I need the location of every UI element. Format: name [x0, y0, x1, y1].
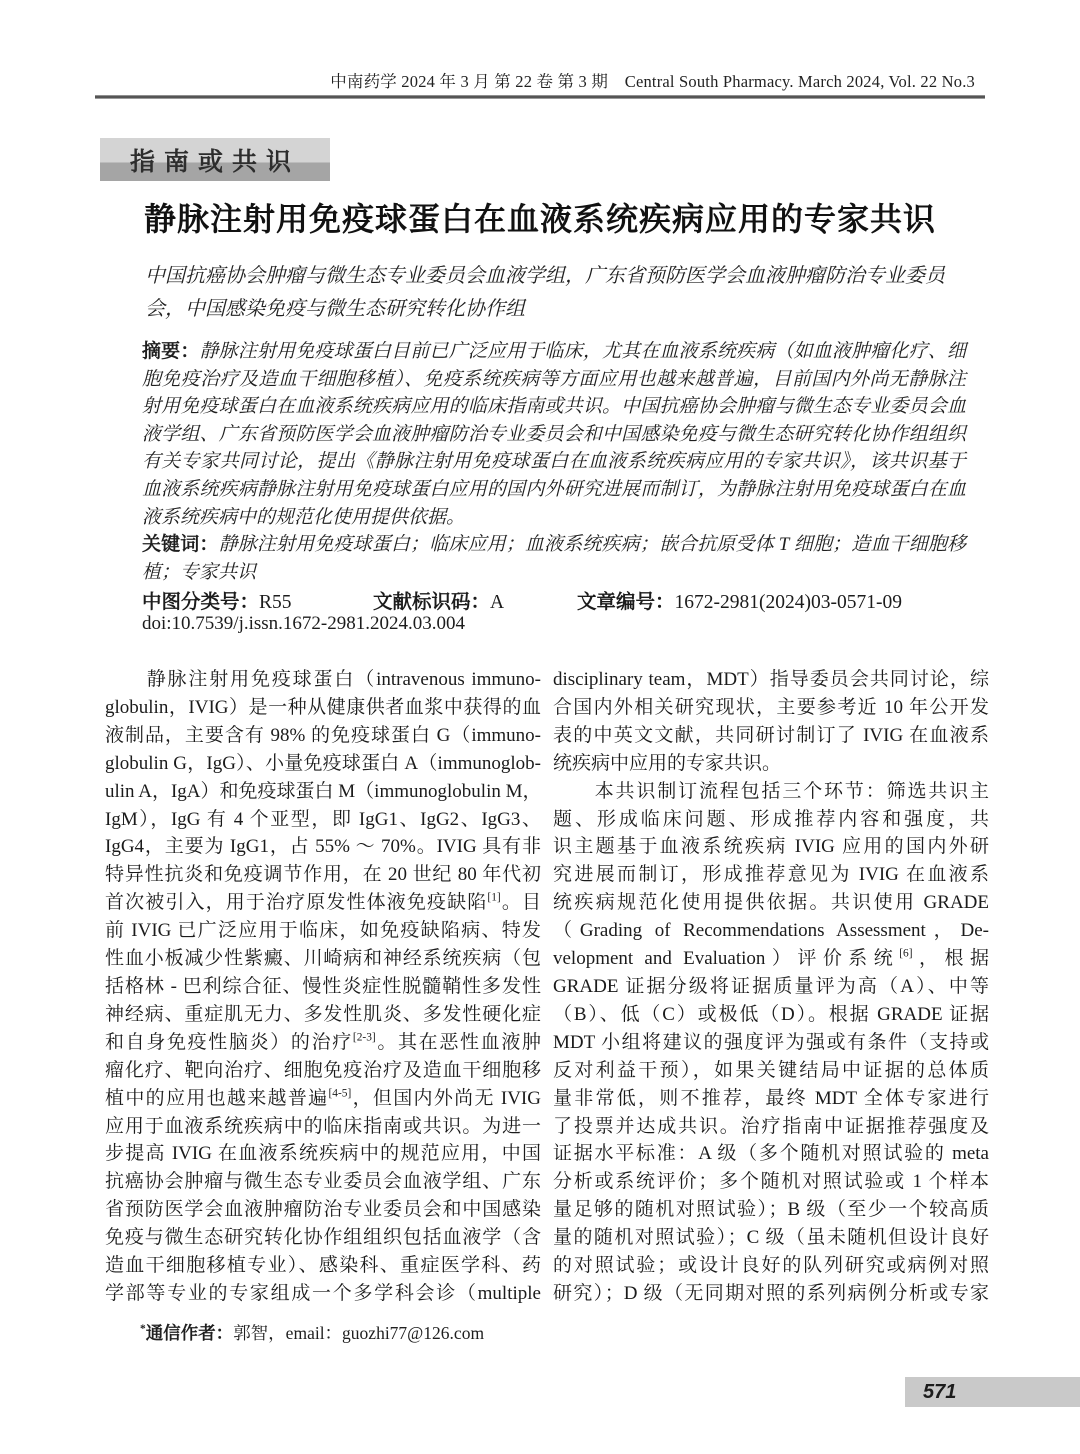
- paragraph: [553, 666, 989, 778]
- text-line: 括格林 - 巴利综合征、慢性炎症性脱髓鞘性多发性: [105, 975, 541, 997]
- footnote-marker: *: [140, 1323, 146, 1336]
- keywords-text: 静脉注射用免疫球蛋白；临床应用；血液系统疾病；嵌合抗原受体 T 细胞；造血干细胞移植；专家共识: [142, 534, 966, 583]
- article-title: 静脉注射用免疫球蛋白在血液系统疾病应用的专家共识: [143, 201, 936, 237]
- text-line: MDT 小组将建议的强度评为强或有条件（支持或: [553, 1031, 989, 1053]
- text-line: 神经病、重症肌无力、多发性肌炎、多发性硬化症: [105, 1003, 541, 1025]
- text-line: 液制品，主要含有 98% 的免疫球蛋白 G（immuno-: [105, 724, 541, 746]
- text-line: 步提高 IVIG 在血液系统疾病中的规范应用，中国: [105, 1143, 541, 1165]
- text-line: 的对照试验；或设计良好的队列研究或病例对照: [553, 1255, 989, 1277]
- footnote-text: 郭智，email：guozhi77@126.com: [233, 1323, 485, 1343]
- text-line: 究进展而制订，形成推荐意见为 IVIG 在血液系: [553, 864, 989, 886]
- text-line: IgG4，主要为 IgG1，占 55% ～ 70%。IVIG 具有非: [105, 836, 541, 858]
- text-line: 抗癌协会肿瘤与微生态专业委员会血液学组、广东: [105, 1171, 541, 1193]
- text-line: ulin A，IgA）和免疫球蛋白 M（immunoglobulin M，: [105, 780, 542, 802]
- article-id-pair: [577, 586, 902, 614]
- doc-code-pair: [373, 586, 504, 614]
- doi: doi:10.7539/j.issn.1672-2981.2024.03.004: [142, 613, 466, 634]
- clc-pair: [142, 586, 292, 614]
- body-column-left: [105, 666, 541, 1308]
- text-line: 免疫与微生态研究转化协作组组织包括血液学（含: [105, 1227, 541, 1249]
- text-line: 瘤化疗、靶向治疗、细胞免疫治疗及造血干细胞移: [105, 1059, 541, 1081]
- classification-line: [142, 586, 966, 612]
- text-line: 应用于血液系统疾病中的临床指南或共识。为进一: [105, 1115, 541, 1137]
- text-line: 前 IVIG 已广泛应用于临床，如免疫缺陷病、特发: [105, 920, 541, 942]
- text-line: 证据水平标准：A 级（多个随机对照试验的 meta: [553, 1143, 989, 1165]
- text-line: globulin G，IgG）、小量免疫球蛋白 A（immunoglob-: [105, 752, 541, 774]
- abstract-text: 静脉注射用免疫球蛋白目前已广泛应用于临床，尤其在血液系统疾病（如血液肿瘤化疗、细胞免疫治疗及造血干细胞移植）、免疫系统疾病等方面应用也越来越普遍，目前国内外尚无静脉注射用免疫球蛋白在血液系统疾病应用的临床指南或共识。中国抗癌协会肿瘤与微生态专业委员会血液学组、广东省预防医学会血液肿瘤防治专业委员会和中国感染免疫与微生态研究转化协作组组织有关专家共同讨论，提出《静脉注射用免疫球蛋白在血液系统疾病应用的专家共识》，该共识基于血液系统疾病静脉注射用免疫球蛋白应用的国内外研究进展而制订，为静脉注射用免疫球蛋白在血液系统疾病中的规范化使用提供依据。: [142, 341, 966, 528]
- text-line: 研究）；D 级（无同期对照的系列病例分析或专家: [553, 1282, 989, 1304]
- clc-label: 中图分类号：: [142, 592, 260, 613]
- text-line: （B）、低（C）或极低（D）。根据 GRADE 证据: [553, 1003, 989, 1025]
- text-line: 省预防医学会血液肿瘤防治专业委员会和中国感染: [105, 1199, 541, 1221]
- author-affiliations: 中国抗癌协会肿瘤与微生态专业委员会血液学组，广东省预防医学会血液肿瘤防治专业委员会，中国感染免疫与微生态研究转化协作组: [145, 265, 945, 320]
- text-line: 和自身免疫性脑炎）的治疗[2-3]。其在恶性血液肿: [105, 1031, 541, 1053]
- text-line: 分析或系统评价；多个随机对照试验或 1 个样本: [553, 1171, 989, 1193]
- footnote-label: 通信作者：: [145, 1323, 234, 1343]
- text-line: 造血干细胞移植专业）、感染科、重症医学科、药: [105, 1255, 541, 1277]
- abstract-block: [142, 338, 966, 586]
- doc-code-value: A: [490, 592, 505, 613]
- text-line: GRADE 证据分级将证据质量评为高（A）、中等: [553, 975, 989, 997]
- text-line: 题、形成临床问题、形成推荐内容和强度，共: [553, 808, 989, 830]
- text-line: 量非常低，则不推荐，最终 MDT 全体专家进行: [553, 1087, 989, 1109]
- text-line: 学部等专业的专家组成一个多学科会诊（multiple: [105, 1282, 541, 1304]
- text-line: 表的中英文文献，共同研讨制订了 IVIG 在血液系: [553, 724, 989, 746]
- keywords-paragraph: [142, 531, 966, 586]
- text-line: IgM），IgG 有 4 个亚型，即 IgG1、IgG2、IgG3、: [105, 808, 541, 830]
- page-number: 571: [923, 1380, 957, 1403]
- text-line: 首次被引入，用于治疗原发性体液免疫缺陷[1]。目: [105, 891, 541, 914]
- abstract-label: 摘要：: [142, 341, 200, 362]
- paragraph: [105, 666, 541, 1308]
- body-column-right: [553, 666, 989, 1308]
- running-head: 中南药学 2024 年 3 月 第 22 卷 第 3 期 Central South Pharmacy. March 2024, Vol. 22 No.3: [330, 72, 975, 91]
- corresponding-author-footnote: [140, 1320, 840, 1345]
- text-line: 统疾病中应用的专家共识。: [553, 752, 782, 774]
- text-line: velopment and Evaluation）评价系统[6]，根据: [553, 947, 989, 970]
- section-label: 指南或共识: [100, 138, 330, 181]
- text-line: （Grading of Recommendations Assessment，De-: [553, 920, 989, 942]
- paragraph: [553, 778, 989, 1308]
- text-line: 量的随机对照试验）；C 级（虽未随机但设计良好: [553, 1227, 989, 1249]
- text-line: 量足够的随机对照试验）；B 级（至少一个较高质: [553, 1199, 989, 1221]
- text-line: 本共识制订流程包括三个环节：筛选共识主: [553, 780, 989, 802]
- keywords-label: 关键词：: [142, 534, 219, 556]
- text-line: 静脉注射用免疫球蛋白（intravenous immuno-: [105, 669, 541, 690]
- text-line: disciplinary team，MDT）指导委员会共同讨论，综: [553, 669, 989, 690]
- abstract-paragraph: [142, 338, 966, 531]
- text-line: 植中的应用也越来越普遍[4-5]，但国内外尚无 IVIG: [105, 1087, 541, 1109]
- text-line: 特异性抗炎和免疫调节作用，在 20 世纪 80 年代初: [105, 864, 541, 886]
- text-line: 性血小板减少性紫癜、川崎病和神经系统疾病（包: [105, 948, 541, 970]
- doc-code-label: 文献标识码：: [373, 592, 491, 613]
- page-number-bar: [905, 1377, 1080, 1407]
- article-id-value: 1672-2981(2024)03-0571-09: [674, 592, 902, 613]
- header-rule: [95, 95, 985, 99]
- text-line: globulin，IVIG）是一种从健康供者血浆中获得的血: [105, 696, 541, 718]
- text-line: 识主题基于血液系统疾病 IVIG 应用的国内外研: [553, 836, 989, 858]
- text-line: 合国内外相关研究现状，主要参考近 10 年公开发: [553, 696, 989, 718]
- article-id-label: 文章编号：: [577, 592, 675, 613]
- text-line: 反对利益干预），如果关键结局中证据的总体质: [553, 1059, 989, 1081]
- text-line: 了投票并达成共识。治疗指南中证据推荐强度及: [553, 1115, 989, 1137]
- clc-value: R55: [259, 592, 292, 613]
- text-line: 统疾病规范化使用提供依据。共识使用 GRADE: [553, 892, 989, 914]
